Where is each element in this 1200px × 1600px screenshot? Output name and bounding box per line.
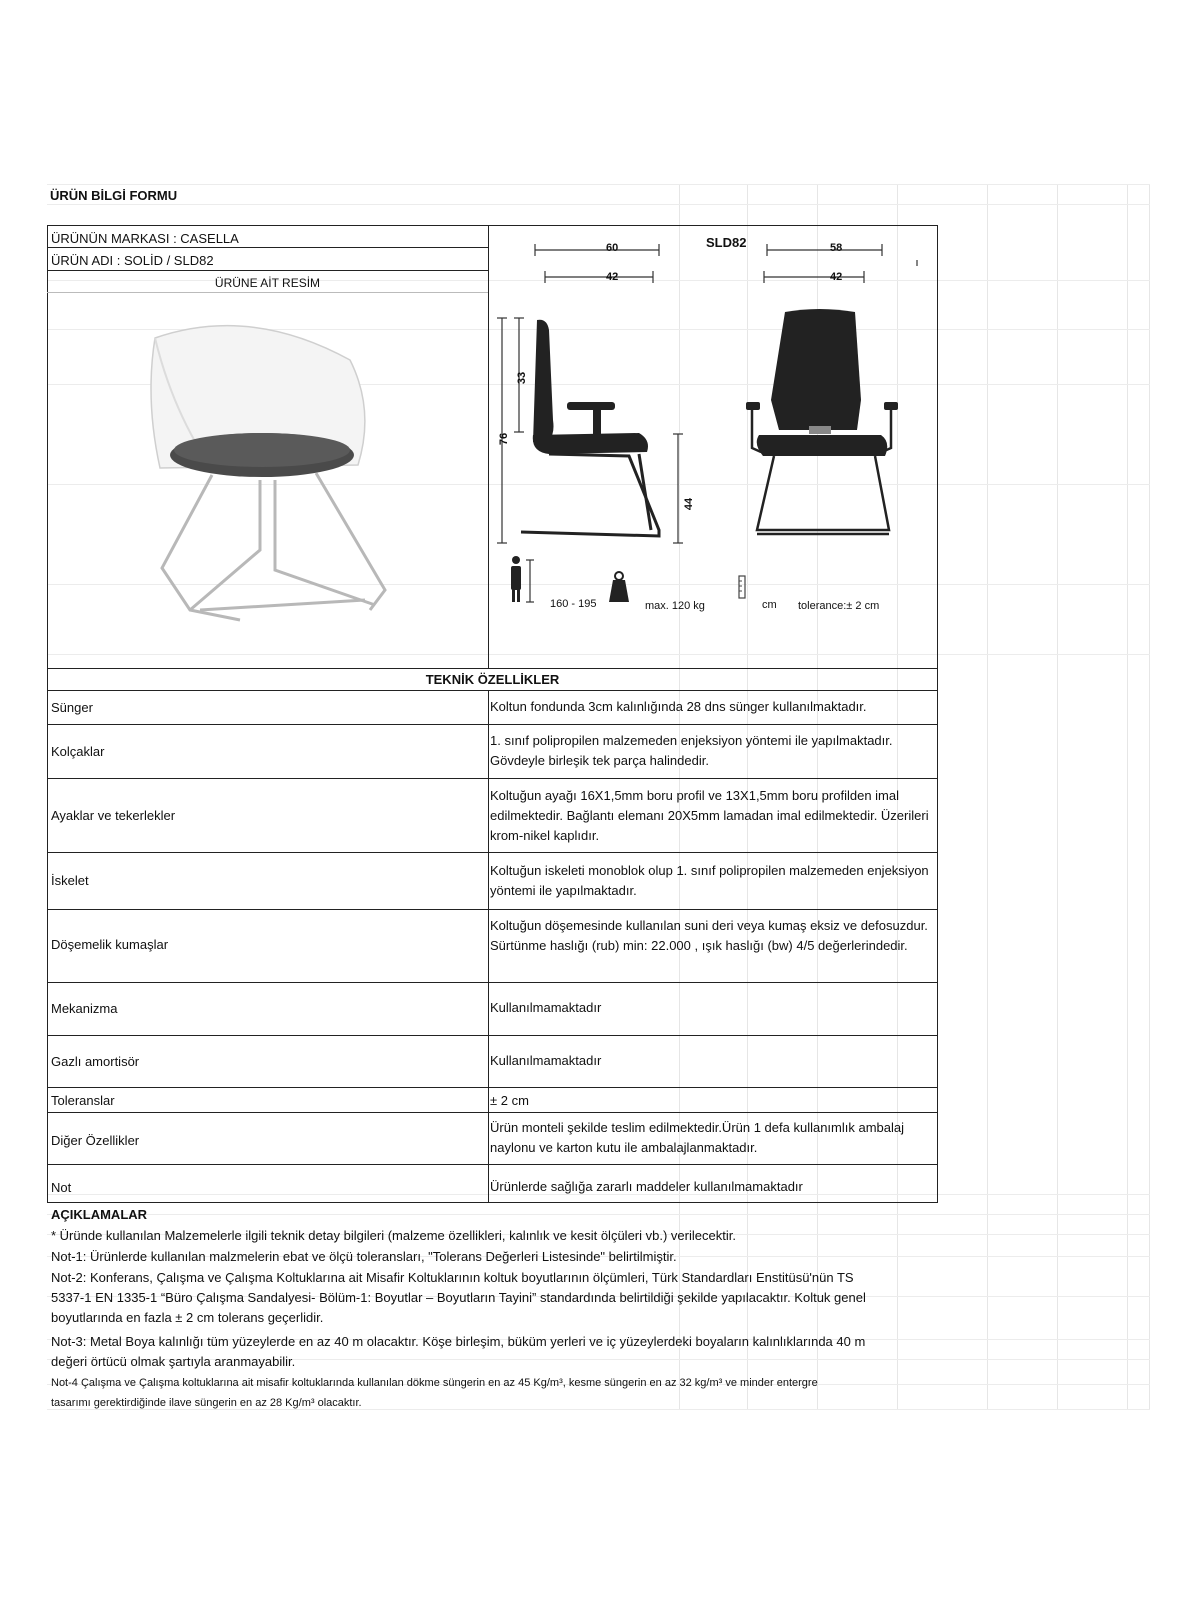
chair-photo: [140, 320, 400, 630]
side-top-width: 60: [606, 242, 619, 254]
note-3-line-2: değeri örtücü olmak şartıyla aranmayabilir.: [51, 1354, 296, 1369]
spec-label-gazli: Gazlı amortisör: [51, 1054, 140, 1069]
kg-icon: kg: [625, 604, 635, 613]
max-weight: max. 120 kg: [645, 600, 705, 612]
spec-value-kolcaklar: 1. sınıf polipropilen malzemeden enjeksiyon yöntemi ile yapılmaktadır. Gövdeyle birleşik tek parça halindedir.: [490, 733, 893, 768]
model-code: SLD82: [706, 235, 747, 250]
front-seat-width: 42: [830, 271, 843, 283]
note-4-line-1: Not-4 Çalışma ve Çalışma koltuklarına ait misafir koltuklarında kullanılan dökme süngerin en az 45 Kg/m³, kesme süngerin en az 32 kg/m³ ve minder entergre: [51, 1377, 818, 1389]
spec-value-sunger: Koltun fondunda 3cm kalınlığında 28 dns sünger kullanılmaktadır.: [490, 699, 867, 714]
tolerance-label: tolerance:± 2 cm: [798, 600, 880, 612]
seat-height: 44: [683, 497, 696, 511]
spec-label-dosemelik: Döşemelik kumaşlar: [51, 937, 169, 952]
spec-value-iskelet: Koltuğun iskeleti monoblok olup 1. sınıf polipropilen malzemeden enjeksiyon yöntemi ile yapılmaktadır.: [490, 863, 929, 898]
notes-header: AÇIKLAMALAR: [51, 1207, 148, 1222]
spec-value-ayaklar: Koltuğun ayağı 16X1,5mm boru profil ve 13X1,5mm boru profilden imal edilmektedir. Bağlantı elemanı 20X5mm lamadan imal edilmektedir. Üzerileri krom-nikel kaplıdır.: [490, 788, 929, 843]
spec-label-not: Not: [51, 1180, 72, 1195]
note-star: * Üründe kullanılan Malzemelerle ilgili teknik detay bilgileri (malzeme özellikleri, kalınlık ve kesit ölçüleri vb.) verilecektir.: [51, 1228, 736, 1243]
product-name-label: ÜRÜN ADI : SOLİD / SLD82: [51, 253, 214, 268]
note-2-line-3: boyutlarında en fazla ± 2 cm tolerans geçerlidir.: [51, 1310, 324, 1325]
spec-label-iskelet: İskelet: [51, 873, 89, 888]
specs-header: TEKNİK ÖZELLİKLER: [425, 672, 560, 687]
note-1: Not-1: Ürünlerde kullanılan malzmelerin ebat ve ölçü toleransları, "Tolerans Değerleri Listesinde" belirtilmiştir.: [51, 1249, 677, 1264]
total-height: 76: [498, 432, 511, 446]
spec-label-diger: Diğer Özellikler: [51, 1133, 140, 1148]
brand-label: ÜRÜNÜN MARKASI : CASELLA: [51, 231, 239, 246]
spec-value-toleranslar: ± 2 cm: [490, 1093, 529, 1108]
front-top-width: 58: [830, 242, 843, 254]
side-seat-width: 42: [606, 271, 619, 283]
spec-value-gazli: Kullanılmamaktadır: [490, 1053, 602, 1068]
technical-drawing: [489, 230, 937, 640]
note-2-line-2: 5337-1 EN 1335-1 “Büro Çalışma Sandalyesi- Bölüm-1: Boyutlar – Boyutların Tayini” standardında belirtildiği şekilde yapılacaktır. Koltuk genel: [51, 1290, 866, 1305]
user-height-range: 160 - 195: [550, 598, 597, 610]
form-title: ÜRÜN BİLGİ FORMU: [50, 188, 178, 203]
spec-label-toleranslar: Toleranslar: [51, 1093, 115, 1108]
product-image-header: ÜRÜNE AİT RESİM: [214, 276, 321, 290]
spec-label-mekanizma: Mekanizma: [51, 1001, 118, 1016]
spec-value-diger: Ürün monteli şekilde teslim edilmektedir.Ürün 1 defa kullanımlık ambalaj naylonu ve karton kutu ile ambalajlanmaktadır.: [490, 1120, 905, 1155]
note-3-line-1: Not-3: Metal Boya kalınlığı tüm yüzeylerde en az 40 m olacaktır. Köşe birleşim, büküm yerleri ve iç yüzeylerdeki boyaların kalınlıklarında 40 m: [51, 1334, 866, 1349]
spec-value-mekanizma: Kullanılmamaktadır: [490, 1000, 602, 1015]
unit-label: cm: [762, 599, 777, 611]
spec-value-dosemelik: Koltuğun döşemesinde kullanılan suni deri veya kumaş eksiz ve defosuzdur. Sürtünme haslığı (rub) min: 22.000 , ışık haslığı (bw) 4/5 değerlerindedir.: [490, 918, 928, 953]
note-4-line-2: tasarımı gerektirdiğinde ilave süngerin en az 28 Kg/m³ olacaktır.: [51, 1397, 362, 1409]
back-height: 33: [516, 371, 529, 385]
spec-label-kolcaklar: Kolçaklar: [51, 744, 105, 759]
spec-label-ayaklar: Ayaklar ve tekerlekler: [51, 808, 176, 823]
spec-value-not: Ürünlerde sağlığa zararlı maddeler kullanılmamaktadır: [490, 1179, 803, 1194]
spec-label-sunger: Sünger: [51, 700, 93, 715]
note-2-line-1: Not-2: Konferans, Çalışma ve Çalışma Koltuklarına ait Misafir Koltuklarının koltuk boyutlarının ölçümleri, Türk Standardları Enstitüsü'nün TS: [51, 1270, 854, 1285]
